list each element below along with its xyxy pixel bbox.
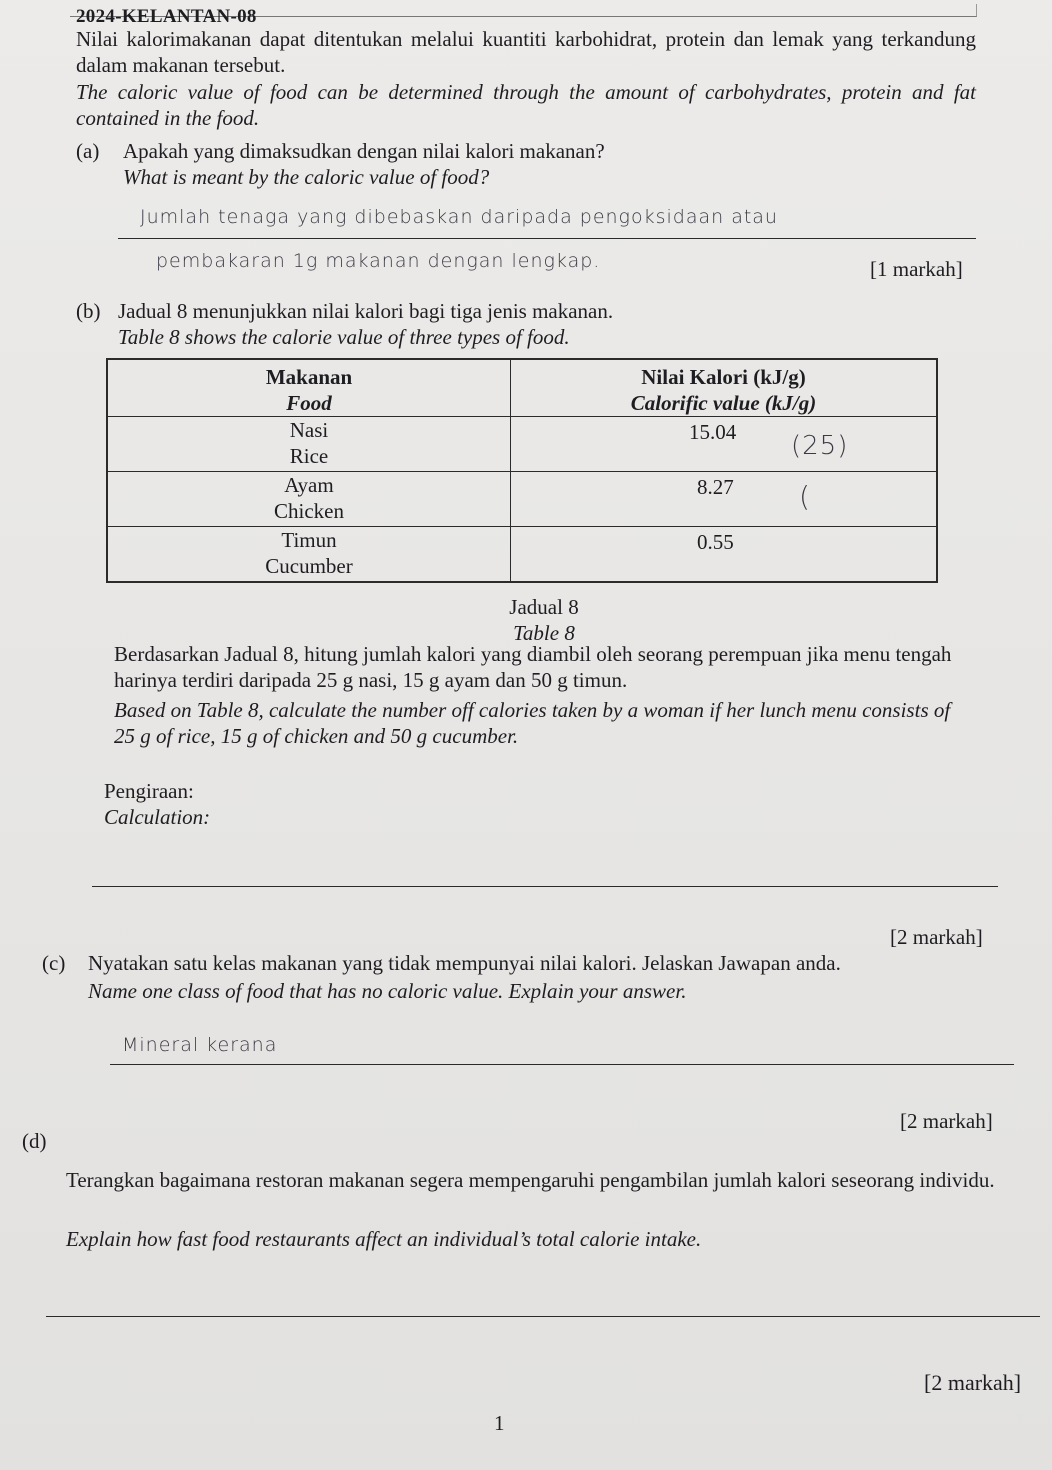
marks-d: [2 markah]: [924, 1370, 1022, 1395]
food-cell: [107, 417, 511, 472]
answer-line-d: [46, 1316, 1040, 1317]
food-english: Rice: [289, 444, 329, 468]
question-d-english: Explain how fast food restaurants affect an individual’s total calorie intake.: [66, 1227, 702, 1251]
question-c-english: Name one class of food that has no caloric value. Explain your answer.: [88, 979, 687, 1003]
question-b-english: Table 8 shows the calorie value of three types of food.: [118, 325, 570, 349]
value-cell: [511, 417, 938, 472]
header-food: [107, 359, 511, 417]
table-header-row: [107, 359, 937, 417]
task-b-english: Based on Table 8, calculate the number off calories taken by a woman if her lunch menu consists of 25 g of rice, 15 g of chicken and 50 g cucumber.: [114, 698, 951, 748]
task-b-malay: Berdasarkan Jadual 8, hitung jumlah kalori yang diambil oleh seorang perempuan jika menu tengah harinya terdiri daripada 25 g nasi, 15 g ayam dan 50 g timun.: [114, 642, 952, 692]
answer-line-b: [92, 886, 998, 887]
header-calorific-value: [511, 359, 938, 417]
question-c-malay: Nyatakan satu kelas makanan yang tidak mempunyai nilai kalori. Jelaskan Jawapan anda.: [88, 951, 841, 975]
food-cell: [107, 472, 511, 527]
answer-a-line2: pembakaran 1g makanan dengan lengkap.: [156, 250, 601, 272]
food-malay: Nasi: [289, 418, 329, 442]
food-english: Cucumber: [265, 554, 353, 578]
calculation-label-english: Calculation:: [104, 805, 211, 829]
food-english: Chicken: [274, 499, 344, 523]
calorie-table: [106, 358, 938, 583]
question-a-label: (a): [76, 139, 100, 163]
question-b-label: (b): [76, 299, 101, 323]
table-caption-english: Table 8: [513, 621, 575, 645]
header-value-english: Calorific value (kJ/g): [630, 391, 817, 415]
paper-code: 2024-KELANTAN-08: [76, 6, 257, 27]
page-number: 1: [494, 1411, 505, 1435]
question-a-english: What is meant by the caloric value of food?: [123, 165, 490, 189]
calorie-value: 15.04: [689, 420, 737, 444]
answer-line-c: [110, 1064, 1014, 1065]
marks-c: [2 markah]: [900, 1109, 993, 1133]
calorie-value: 0.55: [697, 530, 734, 554]
answer-a-line1: Jumlah tenaga yang dibebaskan daripada pengoksidaan atau: [140, 206, 778, 228]
question-d-malay: Terangkan bagaimana restoran makanan segera mempengaruhi pengambilan jumlah kalori seseorang individu.: [66, 1168, 995, 1192]
calculation-label-malay: Pengiraan:: [104, 779, 194, 803]
table-row: [107, 472, 937, 527]
header-value-malay: Nilai Kalori (kJ/g): [641, 365, 806, 389]
intro-malay: Nilai kalorimakanan dapat ditentukan melalui kuantiti karbohidrat, protein dan lemak yang terkandung dalam makanan tersebut.: [76, 27, 976, 77]
handwritten-note: (: [799, 480, 811, 513]
header-food-english: Food: [286, 391, 332, 415]
food-cell: [107, 527, 511, 583]
table-row: [107, 527, 937, 583]
value-cell: [511, 472, 938, 527]
question-b-malay: Jadual 8 menunjukkan nilai kalori bagi tiga jenis makanan.: [118, 299, 614, 323]
marks-a: [1 markah]: [870, 257, 963, 281]
answer-c: Mineral kerana: [122, 1034, 278, 1056]
question-c-label: (c): [42, 951, 66, 975]
intro-english: The caloric value of food can be determined through the amount of carbohydrates, protein and fat contained in the food.: [76, 80, 976, 130]
handwritten-note: (25): [791, 431, 849, 461]
food-malay: Ayam: [284, 473, 334, 497]
calorie-value: 8.27: [697, 475, 734, 499]
question-a-malay: Apakah yang dimaksudkan dengan nilai kalori makanan?: [123, 139, 605, 163]
question-d-label: (d): [22, 1129, 47, 1153]
value-cell: [511, 527, 938, 583]
header-food-malay: Makanan: [265, 365, 353, 389]
table-caption-malay: Jadual 8: [509, 595, 579, 619]
answer-line-a: [118, 238, 976, 239]
food-malay: Timun: [281, 528, 337, 552]
table-row: [107, 417, 937, 472]
marks-b: [2 markah]: [890, 925, 983, 949]
